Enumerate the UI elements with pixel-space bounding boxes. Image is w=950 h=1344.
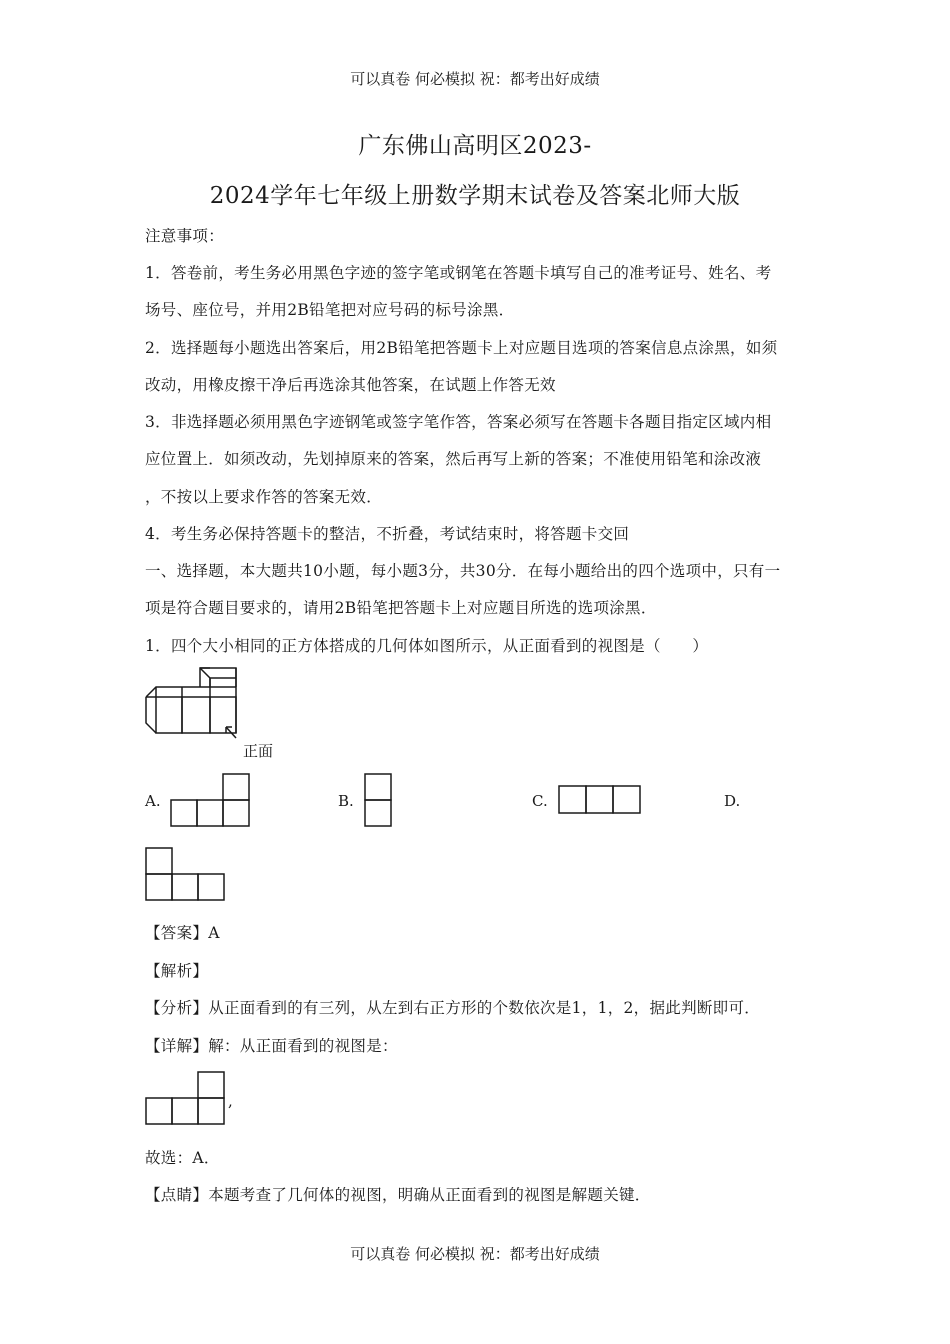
figure-label-front: 正面	[243, 742, 274, 760]
choice-text: 故选：A．	[145, 1149, 220, 1167]
comment-text: 【点睛】本题考查了几何体的视图，明确从正面看到的视图是解题关键．	[145, 1186, 651, 1204]
option-b-figure	[364, 772, 394, 828]
page-title-line1: 广东佛山高明区2023-	[358, 133, 592, 159]
question-stem: 1．四个大小相同的正方体搭成的几何体如图所示，从正面看到的视图是（ ）	[145, 637, 709, 655]
analysis-heading: 【解析】	[145, 962, 209, 980]
page-footer: 可以真卷 何必模拟 祝：都考出好成绩	[350, 1245, 600, 1263]
solution-front-view-figure	[145, 1070, 229, 1128]
notice-line: 场号、座位号，并用2B铅笔把对应号码的标号涂黑．	[145, 301, 515, 319]
section-line: 项是符合题目要求的，请用2B铅笔把答题卡上对应题目所选的选项涂黑．	[145, 599, 657, 617]
section-line: 一、选择题，本大题共10小题，每小题3分，共30分．在每小题给出的四个选项中，只有一	[145, 562, 781, 580]
notice-heading: 注意事项：	[145, 227, 225, 245]
option-d-label: D.	[724, 792, 741, 810]
notice-line: 改动，用橡皮擦干净后再选涂其他答案，在试题上作答无效	[145, 376, 556, 394]
option-c-figure	[558, 785, 642, 815]
notice-line: 4．考生务必保持答题卡的整洁，不折叠，考试结束时，将答题卡交回	[145, 525, 630, 543]
option-a-label: A.	[145, 792, 161, 810]
notice-line: 1．答卷前，考生务必用黑色字迹的签字笔或钢笔在答题卡填写自己的准考证号、姓名、考	[145, 264, 772, 282]
option-b-label: B.	[338, 792, 354, 810]
notice-line: ，不按以上要求作答的答案无效．	[145, 488, 383, 506]
page-header: 可以真卷 何必模拟 祝：都考出好成绩	[350, 70, 600, 88]
notice-line: 应位置上．如须改动，先划掉原来的答案，然后再写上新的答案；不准使用铅笔和涂改液	[145, 450, 762, 468]
cube-solid-figure	[140, 665, 250, 740]
detail-comma: ,	[228, 1092, 233, 1110]
option-a-figure	[170, 772, 252, 828]
notice-line: 3．非选择题必须用黑色字迹钢笔或签字笔作答，答案必须写在答题卡各题目指定区域内相	[145, 413, 772, 431]
detail-text: 【详解】解：从正面看到的视图是：	[145, 1037, 398, 1055]
page-title-line2: 2024学年七年级上册数学期末试卷及答案北师大版	[209, 183, 741, 209]
answer-line: 【答案】A	[145, 924, 220, 942]
option-c-label: C.	[532, 792, 548, 810]
option-d-figure	[145, 846, 229, 904]
notice-line: 2．选择题每小题选出答案后，用2B铅笔把答题卡上对应题目选项的答案信息点涂黑，如须	[145, 339, 778, 357]
analysis-text: 【分析】从正面看到的有三列，从左到右正方形的个数依次是1，1，2，据此判断即可．	[145, 999, 761, 1017]
